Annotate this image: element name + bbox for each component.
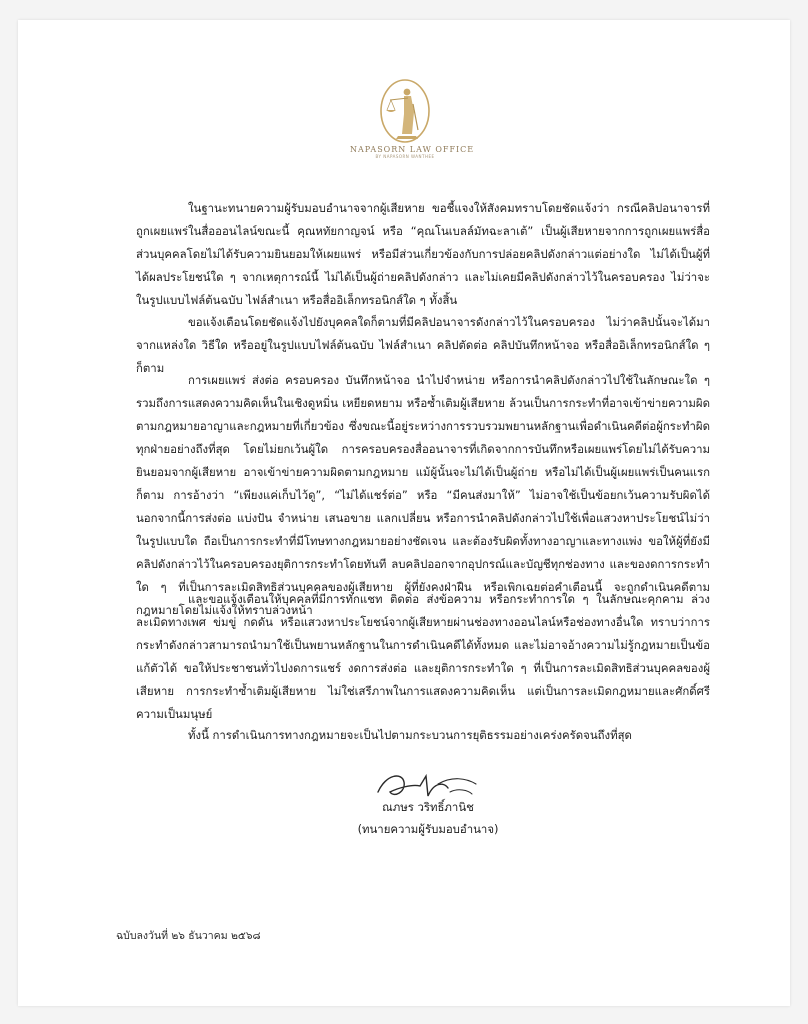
paragraph-legal-consequences: การเผยแพร่ ส่งต่อ ครอบครอง บันทึกหน้าจอ นำไปจำหน่าย หรือการนำคลิปดังกล่าวไปใช้ในลักษณะใด ๆ รวมถึงการแสดงความคิดเห็นในเชิงดูหมิ่น เหยียดหยาม หรือซ้ำเติมผู้เสียหาย ล้วนเป็นการกระทำที่อาจเข้าข่ายความผิดตามกฎหมายอาญาและกฎหมายที่เกี่ยวข้อง ซึ่งขณะนี้อยู่ระหว่างการรวบรวมพยานหลักฐานเพื่อดำเนินคดีต่อผู้กระทำผิดทุกฝ่ายอย่างถึงที่สุด โดยไม่ยกเว้นผู้ใด การครอบครองสื่ออนาจารที่เกิดจากการบันทึกหรือเผยแพร่โดยไม่ได้รับความยินยอมจากผู้เสียหาย อาจเข้าข่ายความผิดตามกฎหมาย แม้ผู้นั้นจะไม่ได้เป็นผู้ถ่าย หรือไม่ได้เป็นผู้เผยแพร่เป็นคนแรกก็ตาม การอ้างว่า “เพียงแค่เก็บไว้ดู”, “ไม่ได้แชร์ต่อ” หรือ “มีคนส่งมาให้” ไม่อาจใช้เป็นข้อยกเว้นความรับผิดได้ นอกจากนี้การส่งต่อ แบ่งปัน จำหน่าย เสนอขาย แลกเปลี่ยน หรือการนำคลิปดังกล่าวไปใช้เพื่อแสวงหาประโยชน์ไม่ว่าในรูปแบบใด ถือเป็นการกระทำที่มีโทษทางกฎหมายอย่างชัดเจน และต้องรับผิดทั้งทางอาญาและทางแพ่ง ขอให้ผู้ที่ยังมีคลิปดังกล่าวไว้ในครอบครองยุติการกระทำโดยทันที ลบคลิปออกจากอุปกรณ์และบัญชีทุกช่องทาง และของดการกระทำใด ๆ ที่เป็นการละเมิดสิทธิส่วนบุคคลของผู้เสียหาย ผู้ที่ยังคงฝ่าฝืน หรือเพิกเฉยต่อคำเตือนนี้ จะถูกดำเนินคดีตามกฎหมายโดยไม่แจ้งให้ทราบล่วงหน้า <box>136 373 710 617</box>
paragraph-closing: ทั้งนี้ การดำเนินการทางกฎหมายจะเป็นไปตามกระบวนการยุติธรรมอย่างเคร่งครัดจนถึงที่สุด <box>188 728 632 742</box>
letter-page <box>18 20 790 1006</box>
law-office-logo <box>350 78 475 178</box>
paragraph-statement: ในฐานะทนายความผู้รับมอบอำนาจจากผู้เสียหาย ขอชี้แจงให้สังคมทราบโดยชัดแจ้งว่า กรณีคลิปอนาจารที่ถูกเผยแพร่ในสื่อออนไลน์ขณะนี้ คุณหทัยกาญจน์ หรือ “คุณโนเบลล์มัทฉะลาเต้” เป็นผู้เสียหายจากการถูกเผยแพร่สื่อส่วนบุคคลโดยไม่ได้รับความยินยอมให้เผยแพร่ หรือมีส่วนเกี่ยวข้องกับการปล่อยคลิปดังกล่าวแต่อย่างใด ไม่ได้เป็นผู้ที่ได้ผลประโยชน์ใด ๆ จากเหตุการณ์นี้ ไม่ได้เป็นผู้ถ่ายคลิปดังกล่าว และไม่เคยมีคลิปดังกล่าวไว้ในครอบครอง ไม่ว่าจะในรูปแบบไฟล์ต้นฉบับ ไฟล์สำเนา หรือสื่ออิเล็กทรอนิกส์ใด ๆ ทั้งสิ้น <box>136 201 710 307</box>
paragraph-harassment-warning: และขอแจ้งเตือนให้บุคคลที่มีการทักแชท ติดต่อ ส่งข้อความ หรือกระทำการใด ๆ ในลักษณะคุกคาม ล่วงละเมิดทางเพศ ข่มขู่ กดดัน หรือแสวงหาประโยชน์จากผู้เสียหายผ่านช่องทางออนไลน์หรือช่องทางอื่นใด ทราบว่าการกระทำดังกล่าวสามารถนำมาใช้เป็นพยานหลักฐานในการดำเนินคดีได้ทั้งหมด และไม่อาจอ้างความไม่รู้กฎหมายเป็นข้อแก้ตัวได้ ขอให้ประชาชนทั่วไปงดการแชร์ งดการส่งต่อ และยุติการกระทำใด ๆ ที่เป็นการละเมิดสิทธิส่วนบุคคลของผู้เสียหาย การกระทำซ้ำเติมผู้เสียหาย ไม่ใช่เสรีภาพในการแสดงความคิดเห็น แต่เป็นการละเมิดกฎหมายและศักดิ์ศรีความเป็นมนุษย์ <box>136 592 710 721</box>
signer-name: ณภษร วริทธิ์ภานิช <box>382 800 474 814</box>
paragraph-warning: ขอแจ้งเตือนโดยชัดแจ้งไปยังบุคคลใดก็ตามที่มีคลิปอนาจารดังกล่าวไว้ในครอบครอง ไม่ว่าคลิปนั้นจะได้มาจากแหล่งใด วิธีใด หรืออยู่ในรูปแบบไฟล์ต้นฉบับ ไฟล์สำเนา คลิปตัดต่อ คลิปบันทึกหน้าจอ หรือสื่ออิเล็กทรอนิกส์ใด ๆ ก็ตาม <box>136 315 710 375</box>
signer-role: (ทนายความผู้รับมอบอำนาจ) <box>357 822 499 836</box>
law-office-tagline: BY NAPASORN WANTHEE <box>375 154 435 159</box>
issued-date: ฉบับลงวันที่ ๒๖ ธันวาคม ๒๕๖๘ <box>116 930 261 942</box>
lady-justice-icon <box>378 78 432 144</box>
law-office-name: NAPASORN LAW OFFICE <box>350 145 475 154</box>
